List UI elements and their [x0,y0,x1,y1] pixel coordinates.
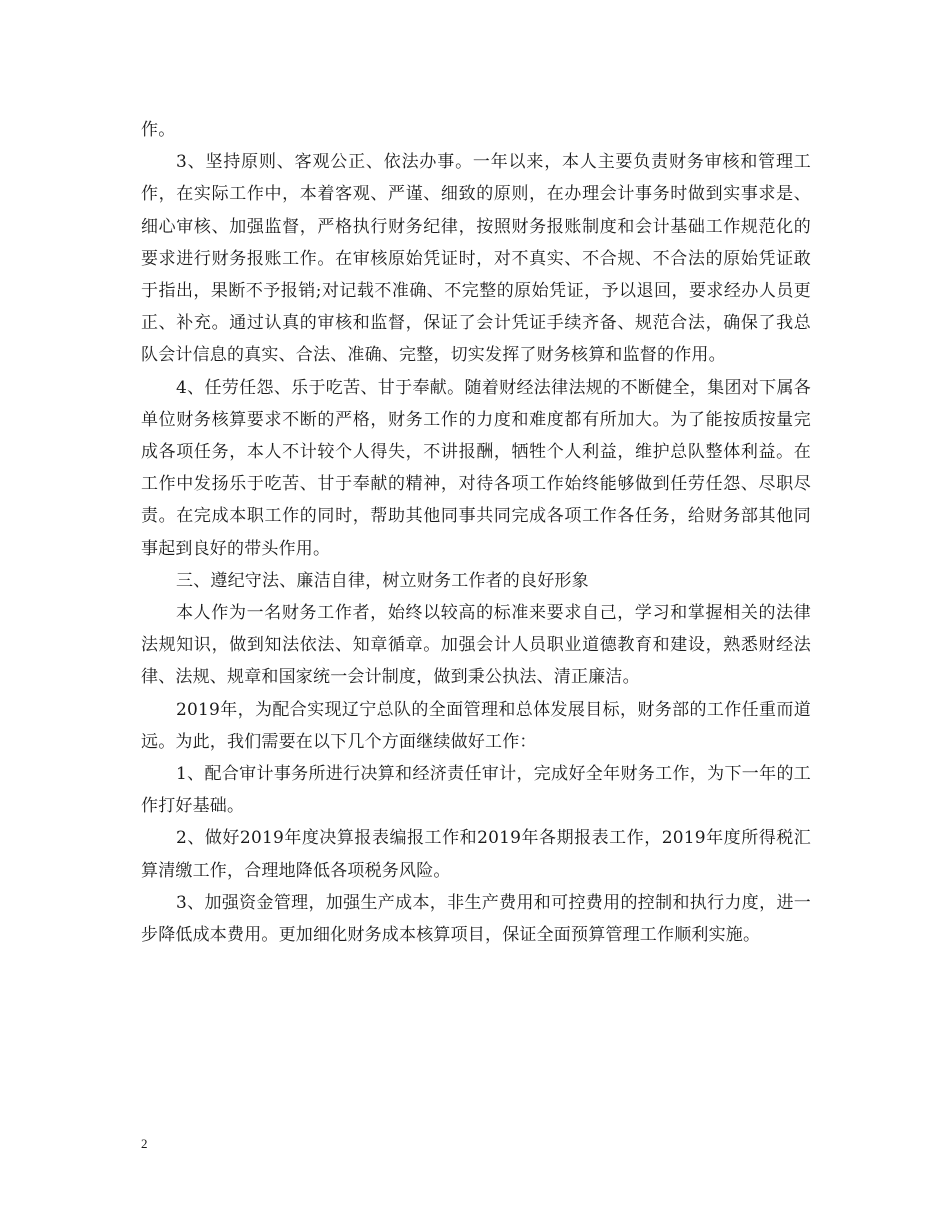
paragraph-self-discipline: 本人作为一名财务工作者，始终以较高的标准来要求自己，学习和掌握相关的法律法规知识，做到知法依法、知章循章。加强会计人员职业道德教育和建设，熟悉财经法律、法规、规章和国家统一会计制度，做到秉公执法、清正廉洁。 [141,603,811,688]
paragraph-2019-goals: 2019年，为配合实现辽宁总队的全面管理和总体发展目标，财务部的工作任重而道远。为此，我们需要在以下几个方面继续做好工作： [141,699,811,752]
paragraph-item-4-dedication: 4、任劳任怨、乐于吃苦、甘于奉献。随着财经法律法规的不断健全，集团对下属各单位财务核算要求不断的严格，财务工作的力度和难度都有所加大。为了能按质按量完成各项任务，本人不计较个人得失，不讲报酬，牺牲个人利益，维护总队整体利益。在工作中发扬乐于吃苦、甘于奉献的精神，对待各项工作始终能够做到任劳任怨、尽职尽责。在完成本职工作的同时，帮助其他同事共同完成各项工作各任务，给财务部其他同事起到良好的带头作用。 [141,377,811,559]
paragraph-plan-item-3: 3、加强资金管理，加强生产成本，非生产费用和可控费用的控制和执行力度，进一步降低成本费用。更加细化财务成本核算项目，保证全面预算管理工作顺利实施。 [141,892,811,946]
page-number: 2 [141,1136,148,1151]
section-heading-three: 三、遵纪守法、廉洁自律，树立财务工作者的良好形象 [176,570,589,591]
paragraph-item-3-principles: 3、坚持原则、客观公正、依法办事。一年以来，本人主要负责财务审核和管理工作，在实际工作中，本着客观、严谨、细致的原则，在办理会计事务时做到实事求是、细心审核、加强监督，严格执行财务纪律，按照财务报账制度和会计基础工作规范化的要求进行财务报账工作。在审核原始凭证时，对不真实、不合规、不合法的原始凭证敢于指出，果断不予报销;对记载不准确、不完整的原始凭证，予以退回，要求经办人员更正、补充。通过认真的审核和监督，保证了会计凭证手续齐备、规范合法，确保了我总队会计信息的真实、合法、准确、完整，切实发挥了财务核算和监督的作用。 [141,152,811,366]
paragraph-plan-item-2: 2、做好2019年度决算报表编报工作和2019年各期报表工作，2019年度所得税汇算清缴工作，合理地降低各项税务风险。 [141,828,811,881]
paragraph-plan-item-1: 1、配合审计事务所进行决算和经济责任审计，完成好全年财务工作，为下一年的工作打好基础。 [141,764,811,817]
document-body [141,114,811,951]
paragraph-continuation: 作。 [141,120,176,140]
